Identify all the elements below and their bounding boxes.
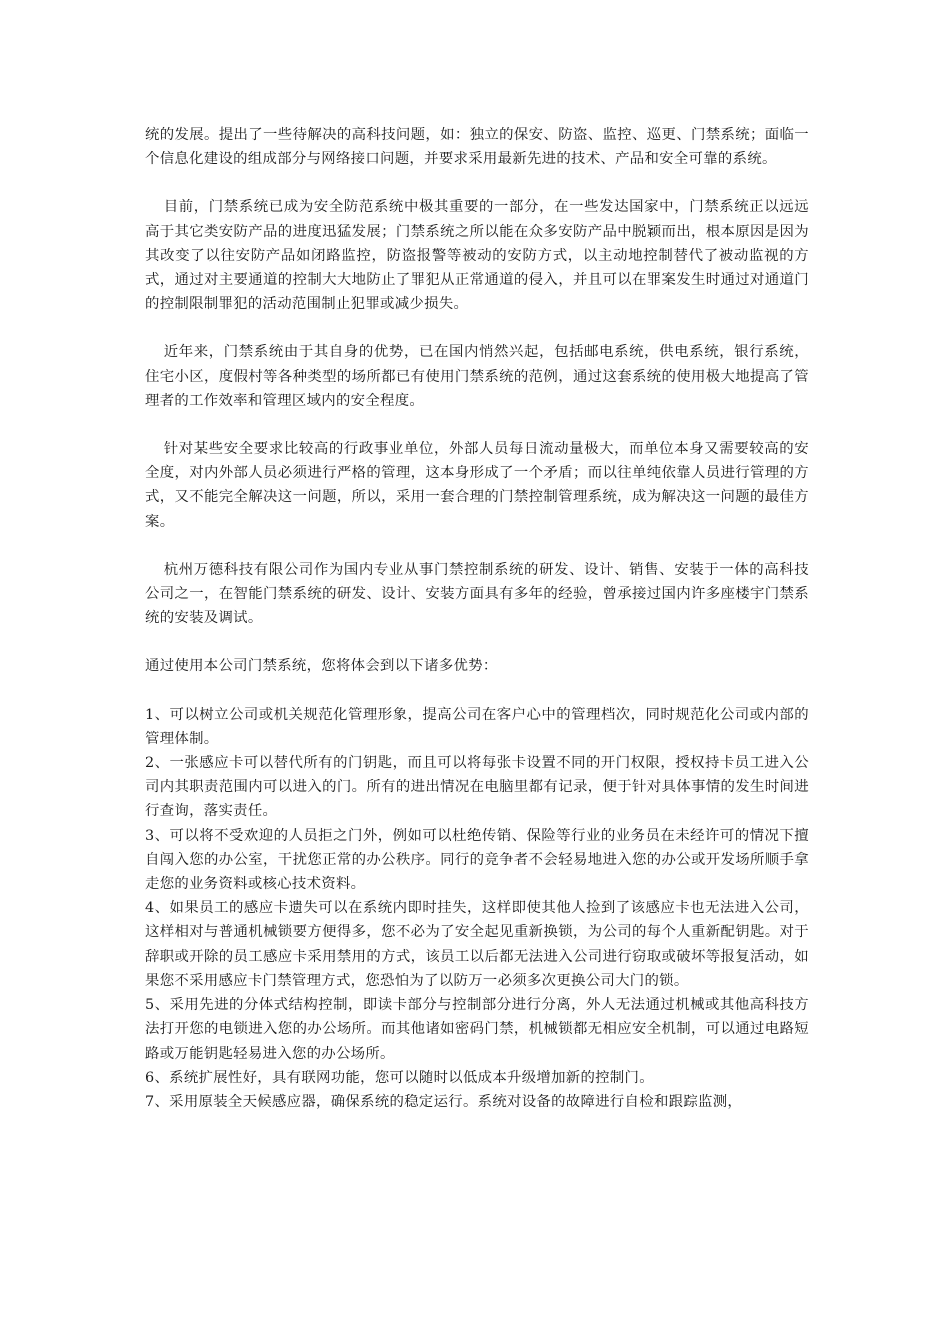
paragraph-security-units: 针对某些安全要求比较高的行政事业单位，外部人员每日流动量极大，而单位本身又需要较高的安全度，对内外部人员必须进行严格的管理，这本身形成了一个矛盾；而以往单纯依靠人员进行管理的方式，又不能完全解决这一问题，所以，采用一套合理的门禁控制管理系统，成为解决这一问题的最佳方案。 (145, 441, 809, 530)
list-item: 6、系统扩展性好，具有联网功能，您可以随时以低成本升级增加新的控制门。 (145, 1069, 654, 1086)
paragraph-company-intro: 杭州万德科技有限公司作为国内专业从事门禁控制系统的研发、设计、销售、安装于一体的高科技公司之一，在智能门禁系统的研发、设计、安装方面具有多年的经验，曾承接过国内许多座楼宇门禁系统的安装及调试。 (145, 561, 809, 627)
advantages-list (145, 703, 809, 1114)
list-item: 7、采用原装全天候感应器，确保系统的稳定运行。系统对设备的故障进行自检和跟踪监测， (145, 1093, 743, 1110)
list-item: 5、采用先进的分体式结构控制，即读卡部分与控制部分进行分离，外人无法通过机械或其他高科技方法打开您的电锁进入您的办公场所。而其他诸如密码门禁，机械锁都无相应安全机制，可以通过电路短路或万能钥匙轻易进入您的办公场所。 (145, 997, 809, 1062)
list-item: 4、如果员工的感应卡遗失可以在系统内即时挂失，这样即使其他人捡到了该感应卡也无法进入公司，这样相对与普通机械锁要方便得多，您不必为了安全起见重新换锁，为公司的每个人重新配钥匙。对于辞职或开除的员工感应卡采用禁用的方式，该员工以后都无法进入公司进行窃取或破坏等报复活动，如果您不采用感应卡门禁管理方式，您恐怕为了以防万一必须多次更换公司大门的锁。 (145, 900, 809, 989)
paragraph-current-status: 目前，门禁系统已成为安全防范系统中极其重要的一部分，在一些发达国家中，门禁系统正以远远高于其它类安防产品的进度迅猛发展；门禁系统之所以能在众多安防产品中脱颖而出，根本原因是因为其改变了以往安防产品如闭路监控，防盗报警等被动的安防方式，以主动地控制替代了被动监视的方式，通过对主要通道的控制大大地防止了罪犯从正常通道的侵入，并且可以在罪案发生时通过对通道门的控制限制罪犯的活动范围制止犯罪或减少损失。 (145, 199, 809, 313)
list-item: 1、可以树立公司或机关规范化管理形象，提高公司在客户心中的管理档次，同时规范化公司或内部的管理体制。 (145, 706, 809, 747)
list-item: 2、一张感应卡可以替代所有的门钥匙，而且可以将每张卡设置不同的开门权限，授权持卡员工进入公司内其职责范围内可以进入的门。所有的进出情况在电脑里都有记录，便于针对具体事情的发生时间进行查询，落实责任。 (145, 755, 809, 820)
list-item: 3、可以将不受欢迎的人员拒之门外，例如可以杜绝传销、保险等行业的业务员在未经许可的情况下擅自闯入您的办公室，干扰您正常的办公秩序。同行的竞争者不会轻易地进入您的办公或开发场所顺手拿走您的业务资料或核心技术资料。 (145, 827, 809, 893)
paragraph-advantages-lead: 通过使用本公司门禁系统，您将体会到以下诸多优势： (145, 658, 498, 675)
document-body (145, 123, 809, 1114)
paragraph-intro-continuation: 统的发展。提出了一些待解决的高科技问题，如：独立的保安、防盗、监控、巡更、门禁系统；面临一个信息化建设的组成部分与网络接口问题，并要求采用最新先进的技术、产品和安全可靠的系统。 (145, 127, 809, 168)
paragraph-recent-years: 近年来，门禁系统由于其自身的优势，已在国内悄然兴起，包括邮电系统，供电系统，银行系统，住宅小区，度假村等各种类型的场所都已有使用门禁系统的范例，通过这套系统的使用极大地提高了管理者的工作效率和管理区域内的安全程度。 (145, 344, 809, 409)
